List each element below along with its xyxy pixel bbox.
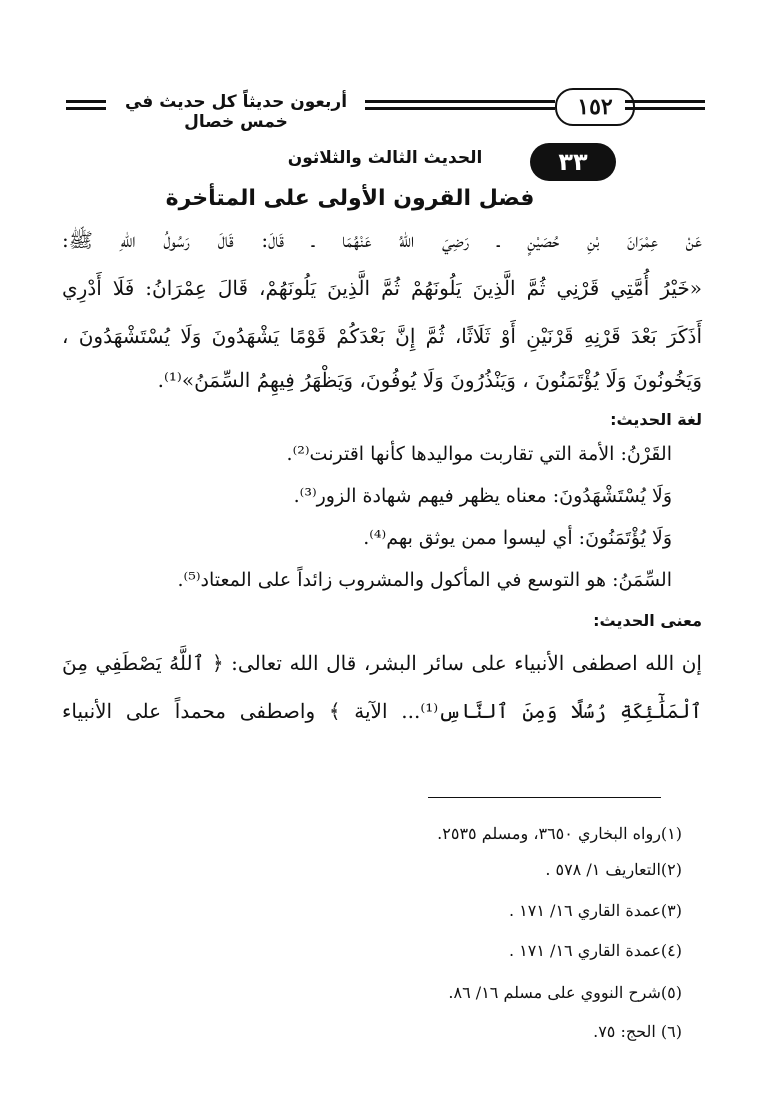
meaning-line: ٱلْمَلَٰٓئِكَةِ رُسُلًا وَمِنَ ٱلنَّاسِ⁽¹⁾... الآية ﴾ واصطفى محمداً على الأنبياء	[62, 699, 702, 723]
header-rule-page	[625, 100, 705, 114]
definition-item: وَلَا يُؤْتَمَنُونَ: أي ليسوا ممن يوثق بهم⁽⁴⁾.	[363, 527, 672, 549]
hadith-line: أَذَكَرَ بَعْدَ قَرْنِهِ قَرْنَيْنِ أَوْ ثَلَاثًا، ثُمَّ إِنَّ بَعْدَكُمْ قَوْمًا يَشْهَدُونَ وَلَا يُسْتَشْهَدُونَ ،	[62, 324, 702, 348]
footnote: (٢)التعاريف ١/ ٥٧٨ .	[545, 860, 682, 879]
footnote: (٦) الحج: ٧٥.	[593, 1022, 682, 1041]
hadith-line: وَيَخُونُونَ وَلَا يُؤْتَمَنُونَ ، وَيَنْذُرُونَ وَلَا يُوفُونَ، وَيَظْهَرُ فِيهِمُ السِّمَنُ»⁽¹⁾.	[157, 368, 702, 392]
definition-item: وَلَا يُسْتَشْهَدُونَ: معناه يظهر فيهم شهادة الزور⁽³⁾.	[293, 485, 672, 507]
running-title: أربعون حديثاً كل حديث في خمس خصال	[124, 92, 348, 132]
footnote: (٤)عمدة القاري ١٦/ ١٧١ .	[509, 941, 682, 960]
hadith-heading: الحديث الثالث والثلاثون	[287, 148, 483, 168]
meaning-line: إن الله اصطفى الأنبياء على سائر البشر، قال الله تعالى: ﴿ ٱللَّهُ يَصْطَفِي مِنَ	[62, 651, 702, 675]
footnote: (٣)عمدة القاري ١٦/ ١٧١ .	[509, 901, 682, 920]
header-rule-right	[365, 100, 555, 114]
meaning-heading: معنى الحديث:	[593, 611, 702, 630]
footnote-divider	[428, 797, 661, 798]
language-heading: لغة الحديث:	[610, 410, 702, 429]
footnote: (١)رواه البخاري ٣٦٥٠، ومسلم ٢٥٣٥.	[437, 824, 682, 843]
hadith-line: عَنْ عِمْرَانَ بْنِ حُصَيْنٍ ـ رَضِيَ اللهُ عَنْهُمَا ـ قَالَ: قَالَ رَسُولُ اللهِ ﷺ:	[62, 228, 702, 252]
hadith-number-badge: ٣٣	[530, 143, 616, 181]
definition-item: القَرْنُ: الأمة التي تقاربت مواليدها كأنها اقترنت⁽²⁾.	[286, 443, 672, 465]
header-rule-left	[66, 100, 106, 114]
definition-item: السِّمَنُ: هو التوسع في المأكول والمشروب زائداً على المعتاد⁽⁵⁾.	[177, 569, 672, 591]
hadith-line: «خَيْرُ أُمَّتِي قَرْنِي ثُمَّ الَّذِينَ يَلُونَهُمْ ثُمَّ الَّذِينَ يَلُونَهُمْ، قَالَ عِمْرَانُ: فَلَا أَدْرِي	[62, 276, 702, 300]
footnote: (٥)شرح النووي على مسلم ١٦/ ٨٦.	[448, 983, 682, 1002]
page-number: ١٥٢	[555, 88, 635, 126]
hadith-title: فضل القرون الأولى على المتأخرة	[165, 186, 535, 211]
